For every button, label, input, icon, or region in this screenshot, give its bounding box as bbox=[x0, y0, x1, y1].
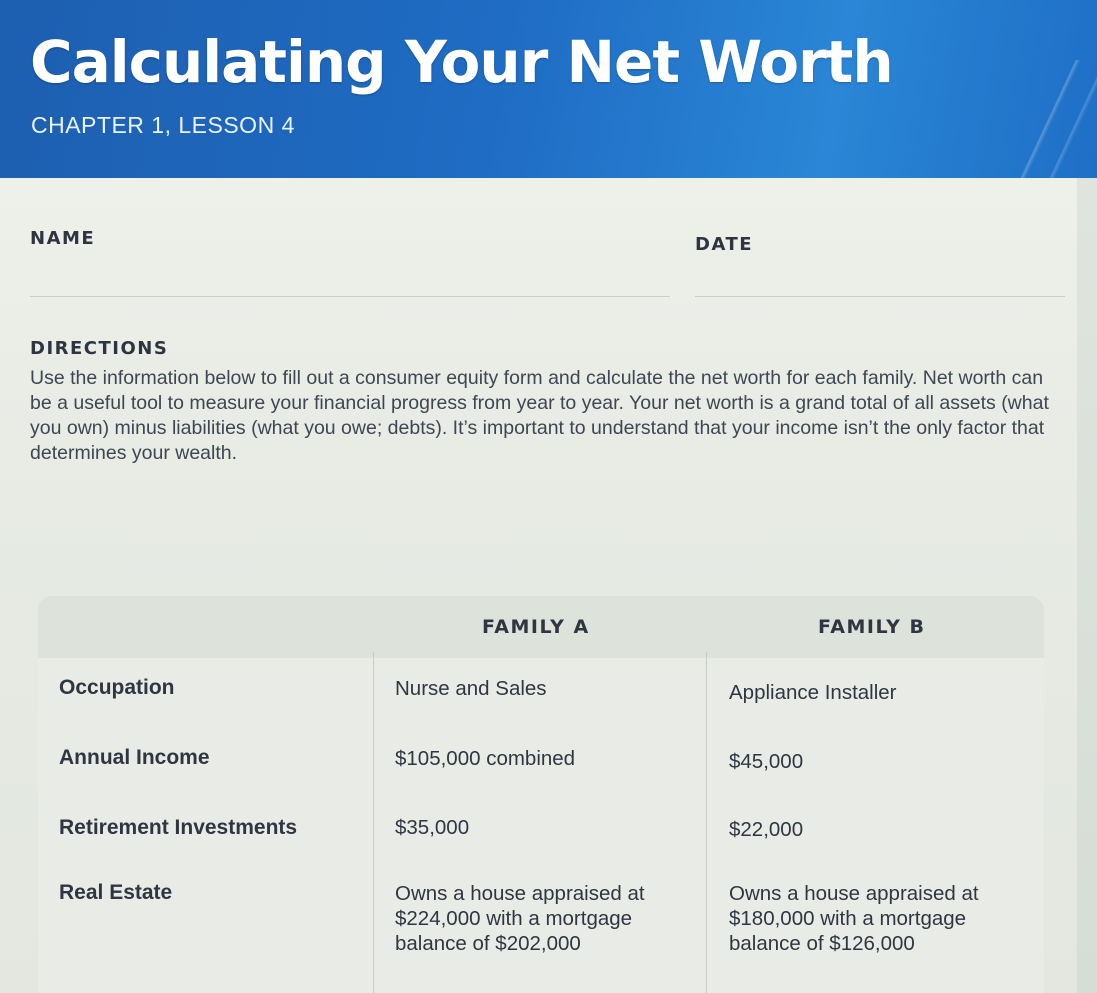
cell-family-b-retirement-investments: $22,000 bbox=[729, 818, 804, 841]
cell-family-a-annual-income: $105,000 combined bbox=[395, 747, 576, 770]
directions-text: Use the information below to fill out a consumer equity form and calculate the net worth for each family. Net worth can be a useful tool to measure your financial progress from year to year. Your net worth is a grand total of all assets (what you own) minus liabilities (what you owe; debts). It’s important to understand that your income isn’t the only factor that determines your wealth. bbox=[30, 367, 1049, 464]
family-comparison-table bbox=[38, 596, 1044, 993]
cell-family-b-real-estate: Owns a house appraised at $180,000 with a mortgage balance of $126,000 bbox=[729, 882, 979, 955]
column-divider bbox=[706, 652, 707, 993]
column-header-family-a: FAMILY A bbox=[482, 616, 590, 638]
cell-family-b-annual-income: $45,000 bbox=[729, 750, 804, 773]
column-divider bbox=[373, 652, 374, 993]
directions-heading: DIRECTIONS bbox=[30, 338, 169, 359]
row-label-retirement-investments: Retirement Investments bbox=[59, 816, 298, 839]
name-label: NAME bbox=[30, 228, 96, 249]
date-label: DATE bbox=[695, 234, 754, 255]
cell-family-a-occupation: Nurse and Sales bbox=[395, 677, 547, 700]
chapter-lesson-label: CHAPTER 1, LESSON 4 bbox=[31, 112, 295, 138]
row-label-real-estate: Real Estate bbox=[59, 881, 173, 904]
cell-family-a-real-estate: Owns a house appraised at $224,000 with a mortgage balance of $202,000 bbox=[395, 882, 645, 955]
name-field-line[interactable] bbox=[30, 296, 670, 297]
cell-family-b-occupation: Appliance Installer bbox=[729, 681, 897, 704]
column-header-family-b: FAMILY B bbox=[818, 616, 926, 638]
cell-family-a-retirement-investments: $35,000 bbox=[395, 816, 470, 839]
date-field-line[interactable] bbox=[695, 296, 1065, 297]
row-label-occupation: Occupation bbox=[59, 676, 175, 699]
paper-edge bbox=[1077, 178, 1097, 993]
row-label-annual-income: Annual Income bbox=[59, 746, 210, 769]
page-title: Calculating Your Net Worth bbox=[30, 28, 893, 96]
